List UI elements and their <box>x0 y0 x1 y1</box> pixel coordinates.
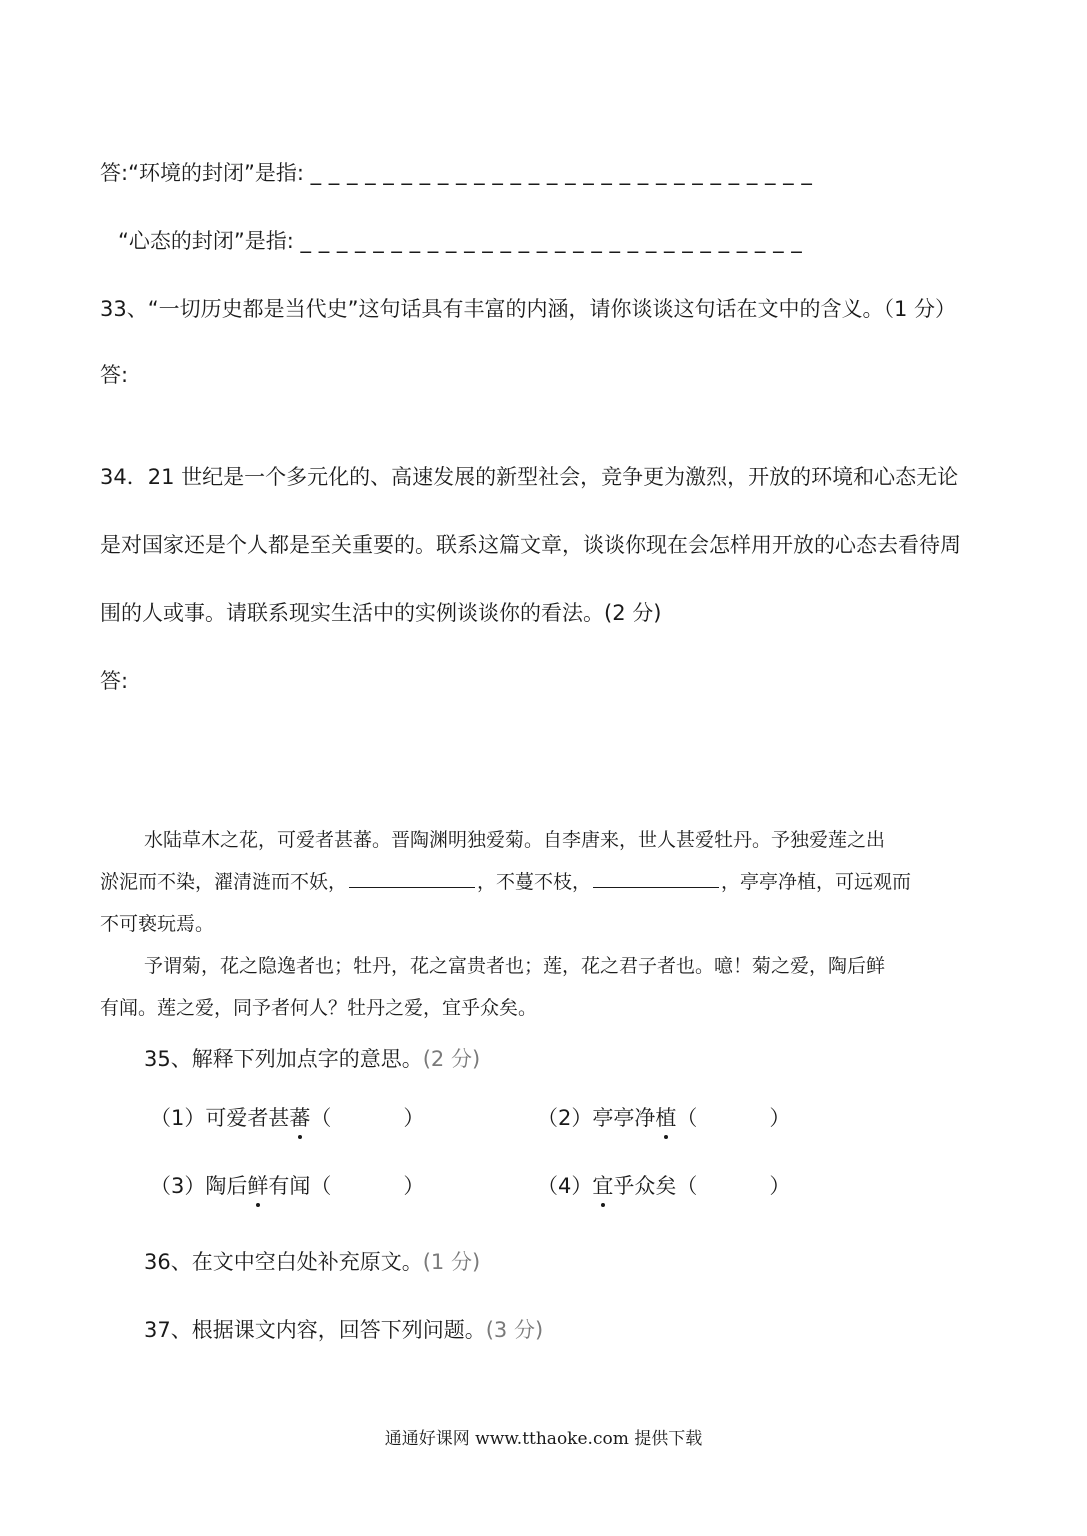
q37-title-line <box>144 1315 543 1345</box>
passage-p2-line2: 有闻。莲之爱，同予者何人？牡丹之爱，宜乎众矣。 <box>100 997 538 1019</box>
q35-score: (2 分) <box>422 1047 481 1071</box>
q37-score: (3 分) <box>485 1318 544 1342</box>
fill-blank-2[interactable] <box>593 869 719 888</box>
item-text-pre: 陶后 <box>205 1174 248 1198</box>
q37-title: 37、根据课文内容，回答下列问题。 <box>144 1318 486 1342</box>
q36-title: 36、在文中空白处补充原文。 <box>144 1250 423 1274</box>
passage-p1-line2-b: ，不蔓不枝， <box>477 871 592 893</box>
passage-p1-line2 <box>100 868 911 896</box>
q35-title-line <box>144 1044 480 1074</box>
q35-title: 35、解释下列加点字的意思。 <box>144 1047 423 1071</box>
open-paren: （ <box>310 1106 332 1130</box>
passage-p1-line2-c: ，亭亭净植，可远观而 <box>721 871 912 893</box>
q33-question: 33、“一切历史都是当代史”这句话具有丰富的内涵，请你谈谈这句话在文中的含义。（1 分） <box>100 297 957 321</box>
close-paren: ） <box>403 1174 425 1198</box>
close-paren: ） <box>769 1174 791 1198</box>
open-paren: （ <box>676 1106 698 1130</box>
q34-answer: 答: <box>100 669 129 693</box>
open-paren: （ <box>676 1174 698 1198</box>
q35-item-2 <box>537 1103 790 1133</box>
env-label: “环境的封闭”是指: <box>128 161 304 185</box>
dotted-char: 蕃 <box>289 1103 310 1133</box>
item-number: （4） <box>537 1174 593 1198</box>
env-blank: _ _ _ _ _ _ _ _ _ _ _ _ _ _ _ _ _ _ _ _ _ _ _ _ _ _ _ _ <box>310 161 813 185</box>
mind-label: “心态的封闭”是指: <box>118 229 294 253</box>
item-number: （2） <box>537 1106 593 1130</box>
dotted-char: 宜 <box>592 1171 613 1201</box>
q35-item-4 <box>537 1171 790 1201</box>
page-footer: 通通好课网 www.tthaoke.com 提供下载 <box>384 1429 703 1449</box>
item-number: （3） <box>150 1174 206 1198</box>
q35-item-1 <box>150 1103 424 1133</box>
fill-blank-1[interactable] <box>349 869 475 888</box>
dotted-char: 鲜 <box>247 1171 268 1201</box>
q36-score: (1 分) <box>422 1250 481 1274</box>
item-text-pre: 亭亭净 <box>592 1106 656 1130</box>
q32-mind-line <box>118 226 802 256</box>
answer-prefix: 答: <box>100 161 129 185</box>
item-text-post: 有闻 <box>268 1174 311 1198</box>
dotted-char: 植 <box>655 1103 676 1133</box>
item-text-post: 乎众矣 <box>613 1174 677 1198</box>
q32-env-line <box>100 158 812 188</box>
passage-p1-line2-a: 淤泥而不染，濯清涟而不妖， <box>100 871 348 893</box>
q36-title-line <box>144 1247 480 1277</box>
q35-item-3 <box>150 1171 424 1201</box>
passage-p1-line1: 水陆草木之花，可爱者甚蕃。晋陶渊明独爱菊。自李唐来，世人甚爱牡丹。予独爱莲之出 <box>144 829 886 851</box>
q34-line-2: 是对国家还是个人都是至关重要的。联系这篇文章，谈谈你现在会怎样用开放的心态去看待周 <box>100 533 961 557</box>
item-text-pre: 可爱者甚 <box>205 1106 290 1130</box>
passage-p2-line1: 予谓菊，花之隐逸者也；牡丹，花之富贵者也；莲，花之君子者也。噫！菊之爱，陶后鲜 <box>144 955 886 977</box>
close-paren: ） <box>769 1106 791 1130</box>
q34-line-1: 34．21 世纪是一个多元化的、高速发展的新型社会，竞争更为激烈，开放的环境和心态无论 <box>100 465 959 489</box>
open-paren: （ <box>310 1174 332 1198</box>
item-number: （1） <box>150 1106 206 1130</box>
mind-blank: _ _ _ _ _ _ _ _ _ _ _ _ _ _ _ _ _ _ _ _ _ _ _ _ _ _ _ _ <box>300 229 803 253</box>
q33-answer: 答: <box>100 363 129 387</box>
close-paren: ） <box>403 1106 425 1130</box>
passage-p1-line3: 不可亵玩焉。 <box>100 913 215 935</box>
q34-line-3: 围的人或事。请联系现实生活中的实例谈谈你的看法。(2 分) <box>100 601 662 625</box>
